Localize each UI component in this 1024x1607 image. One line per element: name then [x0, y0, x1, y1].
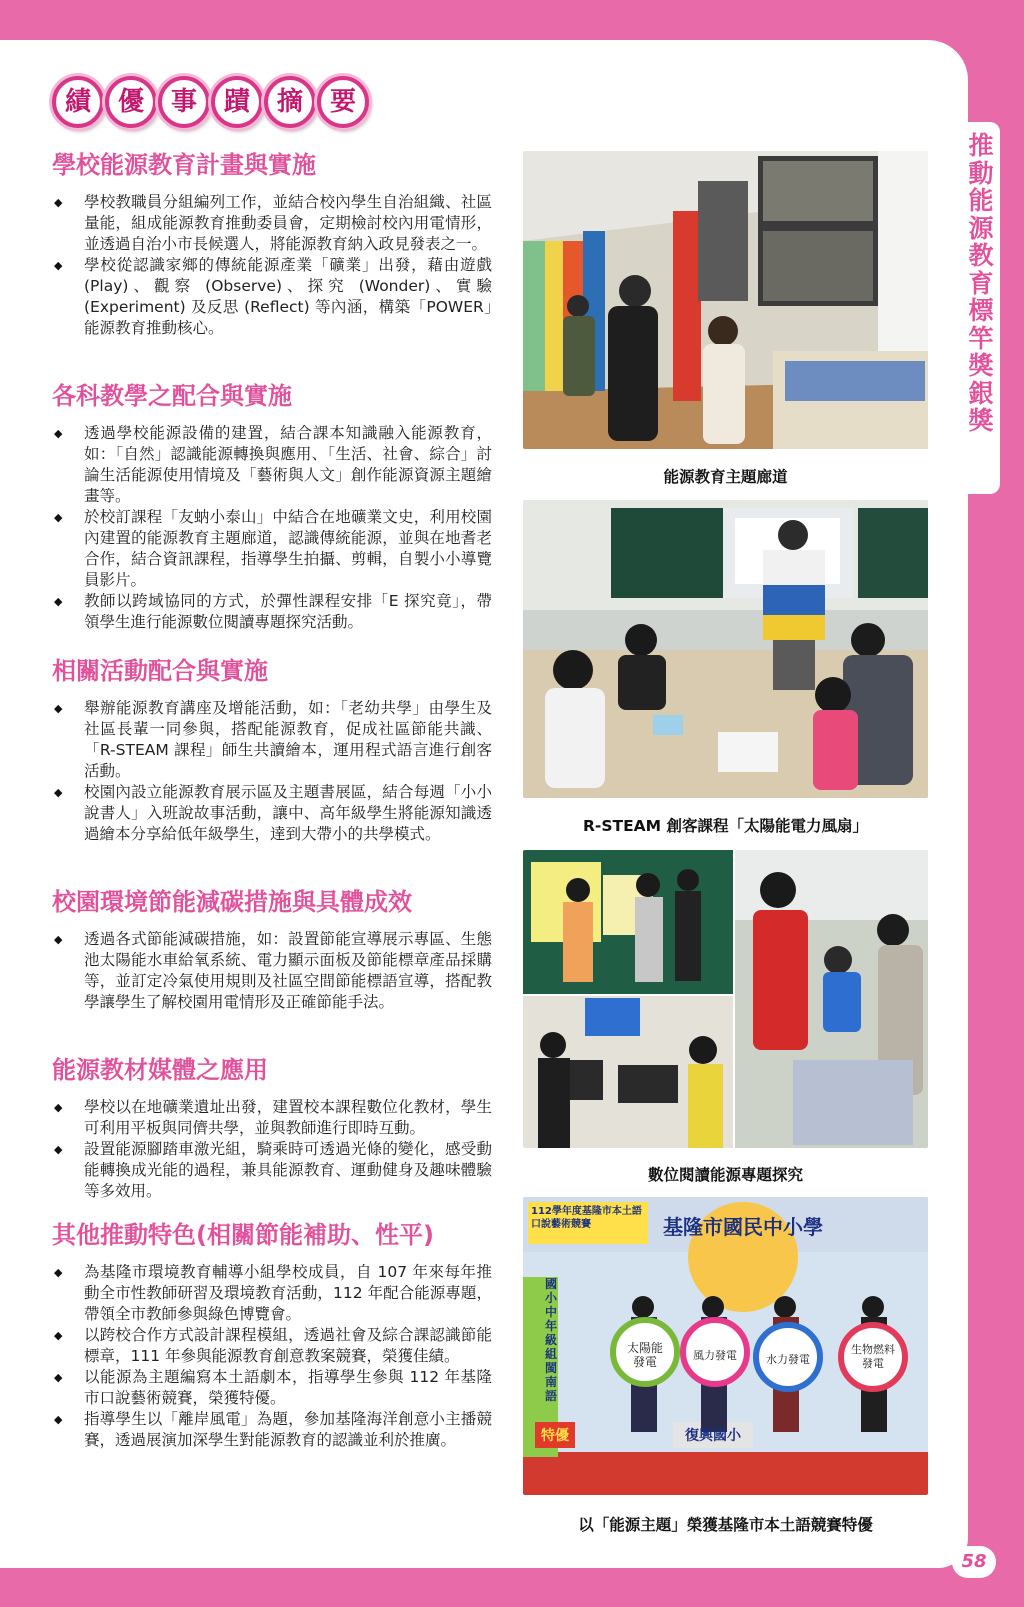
list-item: [52, 192, 492, 255]
section-heading: 其他推動特色(相關節能補助、性平): [52, 1221, 434, 1249]
bullet-icon: ◆: [54, 1329, 63, 1342]
bullet-icon: ◆: [54, 933, 63, 946]
contest-award-left: 特優: [541, 1428, 569, 1444]
item-text: 校園內設立能源教育展示區及主題書展區，結合每週「小小說書人」入班說故事活動，讓中、高年級學生將能源知識透過繪本分享給低年級學生，達到大帶小的共學模式。: [84, 783, 492, 843]
item-text: 以跨校合作方式設計課程模組，透過社會及綜合課認識節能標章，111 年參與能源教育創意教案競賽，榮獲佳績。: [84, 1326, 492, 1365]
title-char: 績: [52, 76, 104, 128]
bullet-list: [52, 1097, 492, 1202]
item-text: 學校以在地礦業遺址出發，建置校本課程數位化教材，學生可利用平板與同儕共學，並與教師進行即時互動。: [84, 1098, 492, 1137]
item-text: 透過學校能源設備的建置，結合課本知識融入能源教育，如：「自然」認識能源轉換與應用、「生活、社會、綜合」討論生活能源使用情境及「藝術與人文」創作能源資源主題繪畫等。: [84, 424, 492, 505]
list-item: [52, 255, 492, 339]
section-heading: 各科教學之配合與實施: [52, 382, 292, 410]
contest-sign-solar: 太陽能發電: [626, 1341, 663, 1369]
contest-sign-biofuel: 生物燃料發電: [851, 1343, 895, 1370]
section-teaching: [52, 381, 492, 633]
contest-sign-wind: 風力發電: [693, 1349, 737, 1362]
bullet-icon: ◆: [54, 1371, 63, 1384]
photo-rsteam: [523, 500, 928, 798]
photo-caption: 數位閱讀能源專題探究: [647, 1166, 803, 1184]
bullet-icon: ◆: [54, 702, 63, 715]
list-item: [52, 1367, 492, 1409]
bullet-icon: ◆: [54, 427, 63, 440]
list-item: [52, 782, 492, 845]
contest-award-right: 復興國小: [685, 1428, 741, 1444]
section-heading: 學校能源教育計畫與實施: [52, 151, 316, 179]
photo-caption: R-STEAM 創客課程「太陽能電力風扇」: [582, 817, 868, 835]
bullet-list: [52, 698, 492, 845]
contest-banner-left: 112學年度基隆市本土語口說藝術競賽: [531, 1206, 642, 1230]
item-text: 以能源為主題編寫本土語劇本，指導學生參與 112 年基隆市口說藝術競賽，榮獲特優。: [84, 1368, 492, 1407]
bullet-icon: ◆: [54, 259, 63, 272]
section-energy-plan: [52, 150, 492, 339]
bullet-icon: ◆: [54, 786, 63, 799]
list-item: [52, 507, 492, 591]
title-char: 要: [317, 76, 369, 128]
bullet-list: [52, 1262, 492, 1451]
photo-caption: 以「能源主題」榮獲基隆市本土語競賽特優: [578, 1516, 873, 1534]
title-char: 優: [105, 76, 157, 128]
side-title: 推動能源教育標竿獎 銀獎: [968, 131, 994, 435]
contest-banner-right: 基隆市國民中小學: [663, 1215, 823, 1239]
item-text: 於校訂課程「友蚋小泰山」中結合在地礦業文史，利用校園內建置的能源教育主題廊道，認識傳統能源，並與在地耆老合作，結合資訊課程，指導學生拍攝、剪輯，自製小小導覽員影片。: [84, 508, 492, 589]
section-heading: 能源教材媒體之應用: [52, 1056, 268, 1084]
section-heading: 相關活動配合與實施: [52, 657, 268, 685]
bullet-icon: ◆: [54, 1143, 63, 1156]
list-item: [52, 1325, 492, 1367]
bullet-icon: ◆: [54, 511, 63, 524]
list-item: [52, 698, 492, 782]
item-text: 學校從認識家鄉的傳統能源產業「礦業」出發，藉由遊戲 (Play)、觀察 (Observe)、探究 (Wonder)、實驗 (Experiment) 及反思 (Reflect) 等內涵，構築「POWER」能源教育推動核心。: [84, 256, 492, 337]
section-activities: [52, 656, 492, 845]
contest-sign-hydro: 水力發電: [766, 1353, 810, 1366]
bullet-icon: ◆: [54, 196, 63, 209]
bullet-icon: ◆: [54, 1266, 63, 1279]
item-text: 指導學生以「離岸風電」為題，參加基隆海洋創意小主播競賽，透過展演加深學生對能源教育的認識並利於推廣。: [84, 1410, 492, 1449]
title-char: 摘: [264, 76, 316, 128]
page-title: [52, 76, 370, 128]
title-char: 蹟: [211, 76, 263, 128]
page-number: 58: [952, 1546, 996, 1578]
photo-digital-reading: [523, 850, 928, 1148]
list-item: [52, 929, 492, 1013]
bullet-list: [52, 423, 492, 633]
list-item: [52, 1097, 492, 1139]
list-item: [52, 423, 492, 507]
item-text: 為基隆市環境教育輔導小組學校成員，自 107 年來每年推動全市性教師研習及環境教育活動，112 年配合能源專題，帶領全市教師參與綠色博覽會。: [84, 1263, 492, 1323]
list-item: [52, 1262, 492, 1325]
item-text: 學校教職員分組編列工作，並結合校內學生自治組織、社區量能，組成能源教育推動委員會，定期檢討校內用電情形，並透過自治小市長候選人，將能源教育納入政見發表之一。: [84, 193, 492, 253]
top-band: [0, 0, 1024, 40]
item-text: 舉辦能源教育講座及增能活動，如：「老幼共學」由學生及社區長輩一同參與，搭配能源教育，促成社區節能共識、「R-STEAM 課程」師生共讀繪本，運用程式語言進行創客活動。: [84, 699, 492, 780]
bullet-list: [52, 929, 492, 1013]
list-item: [52, 1409, 492, 1451]
bullet-icon: ◆: [54, 1101, 63, 1114]
bullet-list: [52, 192, 492, 339]
section-media: [52, 1055, 492, 1202]
photo-caption: 能源教育主題廊道: [663, 468, 788, 486]
list-item: [52, 1139, 492, 1202]
contest-vertical-label: 國小中年級組 閩南語: [545, 1277, 558, 1403]
item-text: 透過各式節能減碳措施，如：設置節能宣導展示專區、生態池太陽能水車給氧系統、電力顯示面板及節能標章產品採購等，並訂定冷氣使用規則及社區空間節能標語宣導，搭配教學讓學生了解校園用電情形及正確節能手法。: [84, 930, 492, 1011]
title-char: 事: [158, 76, 210, 128]
section-carbon: [52, 887, 492, 1013]
photo-speech-contest: [523, 1197, 928, 1495]
item-text: 設置能源腳踏車激光組，騎乘時可透過光條的變化，感受動能轉換成光能的過程，兼具能源教育、運動健身及趣味體驗等多效用。: [84, 1140, 492, 1200]
section-heading: 校園環境節能減碳措施與具體成效: [52, 888, 412, 916]
photo-energy-corridor: [523, 151, 928, 449]
bullet-icon: ◆: [54, 1413, 63, 1426]
bullet-icon: ◆: [54, 595, 63, 608]
list-item: [52, 591, 492, 633]
section-other: [52, 1220, 492, 1451]
side-tab: [962, 122, 1000, 494]
item-text: 教師以跨域協同的方式，於彈性課程安排「E 探究竟」，帶領學生進行能源數位閱讀專題探究活動。: [84, 592, 492, 631]
